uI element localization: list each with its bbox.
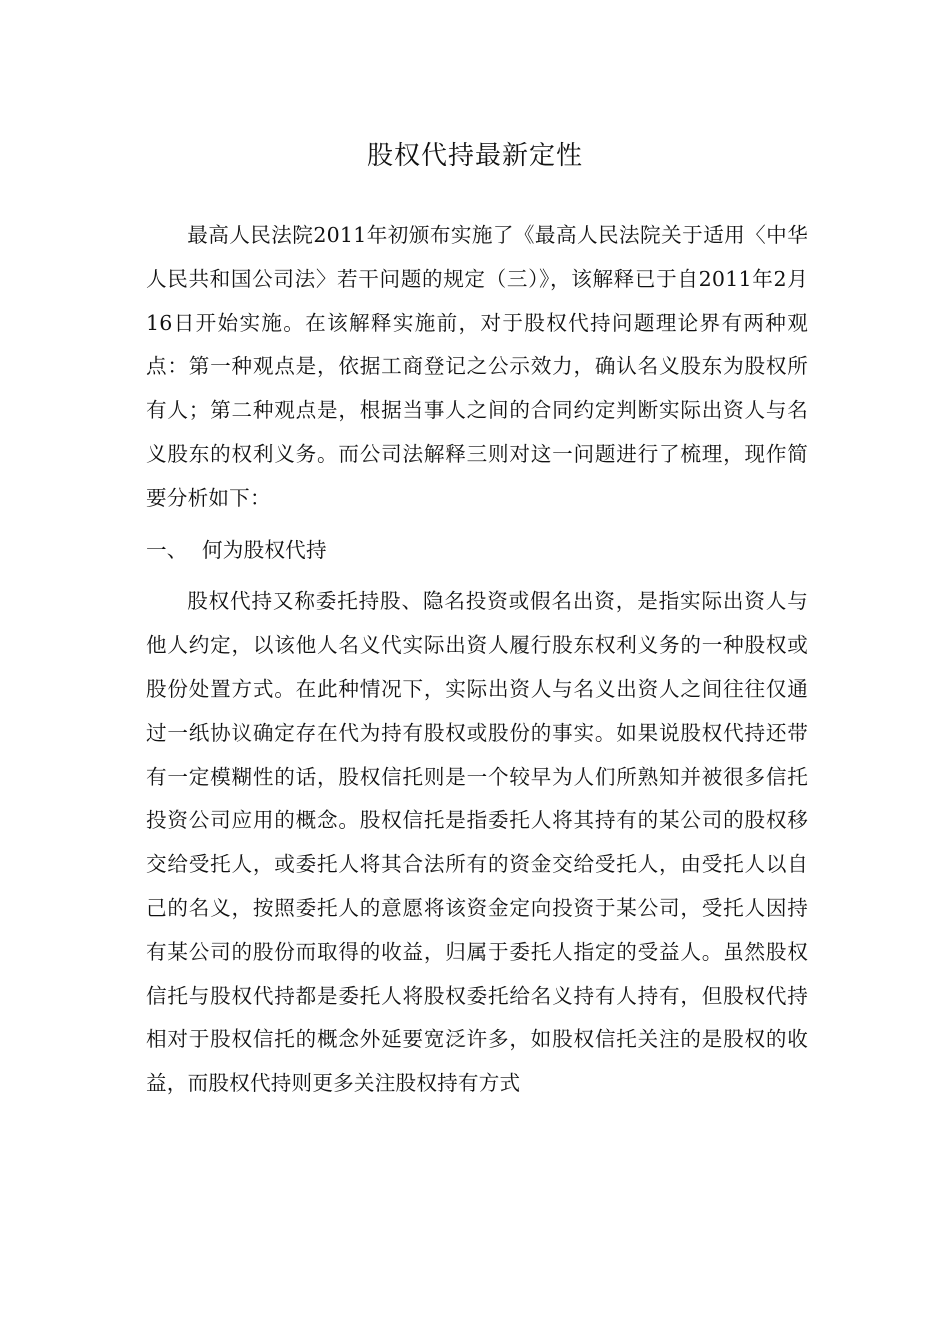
section-title: 何为股权代持 — [202, 537, 327, 562]
section-paragraph: 股权代持又称委托持股、隐名投资或假名出资，是指实际出资人与他人约定，以该他人名义代实际出资人履行股东权利义务的一种股权或股份处置方式。在此种情况下，实际出资人与名义出资人之间往往仅通过一纸协议确定存在代为持有股权或股份的事实。如果说股权代持还带有一定模糊性的话，股权信托则是一个较早为人们所熟知并被很多信托投资公司应用的概念。股权信托是指委托人将其持有的某公司的股权移交给受托人，或委托人将其合法所有的资金交给受托人，由受托人以自己的名义，按照委托人的意愿将该资金定向投资于某公司，受托人因持有某公司的股份而取得的收益，归属于委托人指定的受益人。虽然股权信托与股权代持都是委托人将股权委托给名义持有人持有，但股权代持相对于股权信托的概念外延要宽泛许多，如股权信托关注的是股权的收益，而股权代持则更多关注股权持有方式 — [146, 589, 808, 1096]
section-number: 一、 — [146, 537, 188, 562]
document-body — [146, 214, 808, 1106]
intro-paragraph: 最高人民法院2011年初颁布实施了《最高人民法院关于适用〈中华人民共和国公司法〉若干问题的规定（三）》，该解释已于自2011年2月16日开始实施。在该解释实施前，对于股权代持问题理论界有两种观点：第一种观点是，依据工商登记之公示效力，确认名义股东为股权所有人；第二种观点是，根据当事人之间的合同约定判断实际出资人与名义股东的权利义务。而公司法解释三则对这一问题进行了梳理，现作简要分析如下： — [146, 223, 808, 510]
document-title: 股权代持最新定性 — [366, 141, 583, 171]
section-heading — [146, 529, 808, 573]
